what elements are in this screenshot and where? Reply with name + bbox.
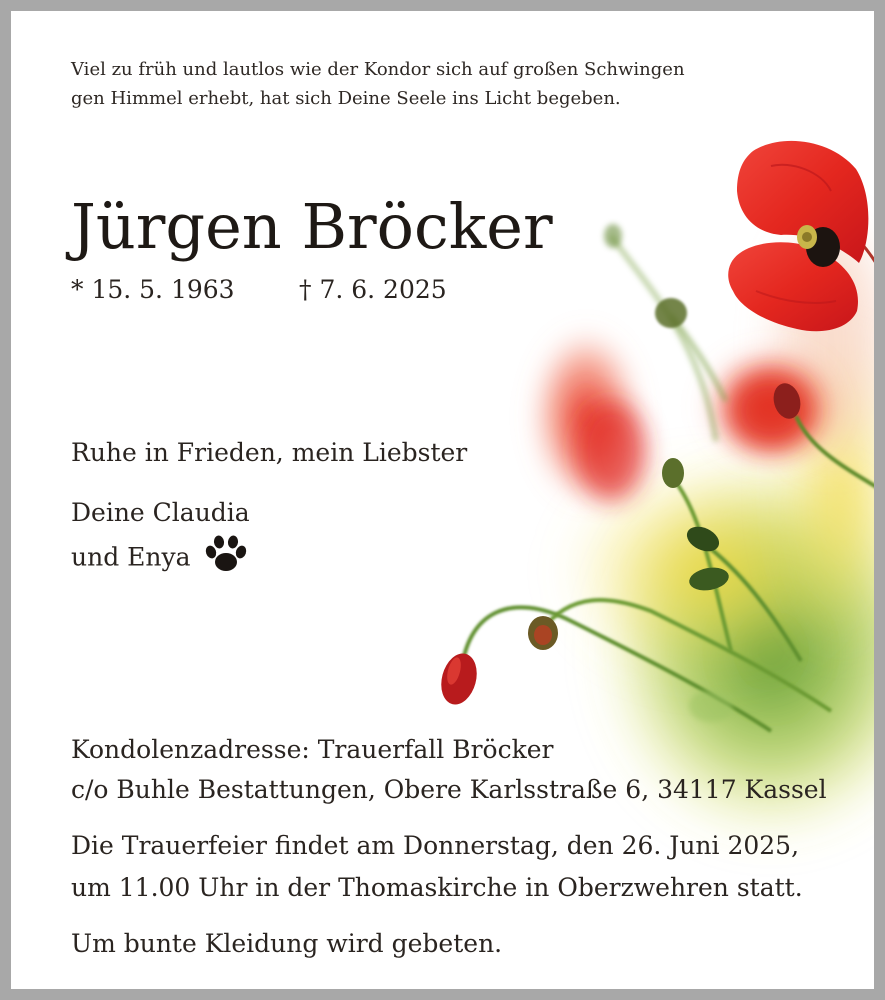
farewell-line: Ruhe in Frieden, mein Liebster [71, 438, 468, 467]
paw-print-icon [204, 535, 248, 583]
poppy-flower [728, 141, 868, 331]
dress-code-note: Um bunte Kleidung wird gebeten. [71, 929, 503, 958]
birth-date: * 15. 5. 1963 [71, 275, 235, 304]
quote-line: Viel zu früh und lautlos wie der Kondor sich auf großen Schwingen [71, 59, 685, 80]
quote-line: gen Himmel erhebt, hat sich Deine Seele ins Licht begeben. [71, 88, 621, 109]
funeral-info: um 11.00 Uhr in der Thomaskirche in Oberzwehren statt. [71, 873, 803, 902]
funeral-info: Die Trauerfeier findet am Donnerstag, den 26. Juni 2025, [71, 831, 800, 860]
life-dates [71, 273, 447, 307]
condolence-address: Kondolenzadresse: Trauerfall Bröcker [71, 735, 554, 764]
signature-line: Deine Claudia [71, 498, 250, 527]
condolence-address: c/o Buhle Bestattungen, Obere Karlsstraße 6, 34117 Kassel [71, 775, 827, 804]
signature-line [71, 535, 248, 583]
signature-name: und Enya [71, 542, 191, 572]
quote [71, 55, 685, 113]
deceased-name: Jürgen Bröcker [71, 190, 553, 263]
death-date: † 7. 6. 2025 [299, 275, 447, 304]
